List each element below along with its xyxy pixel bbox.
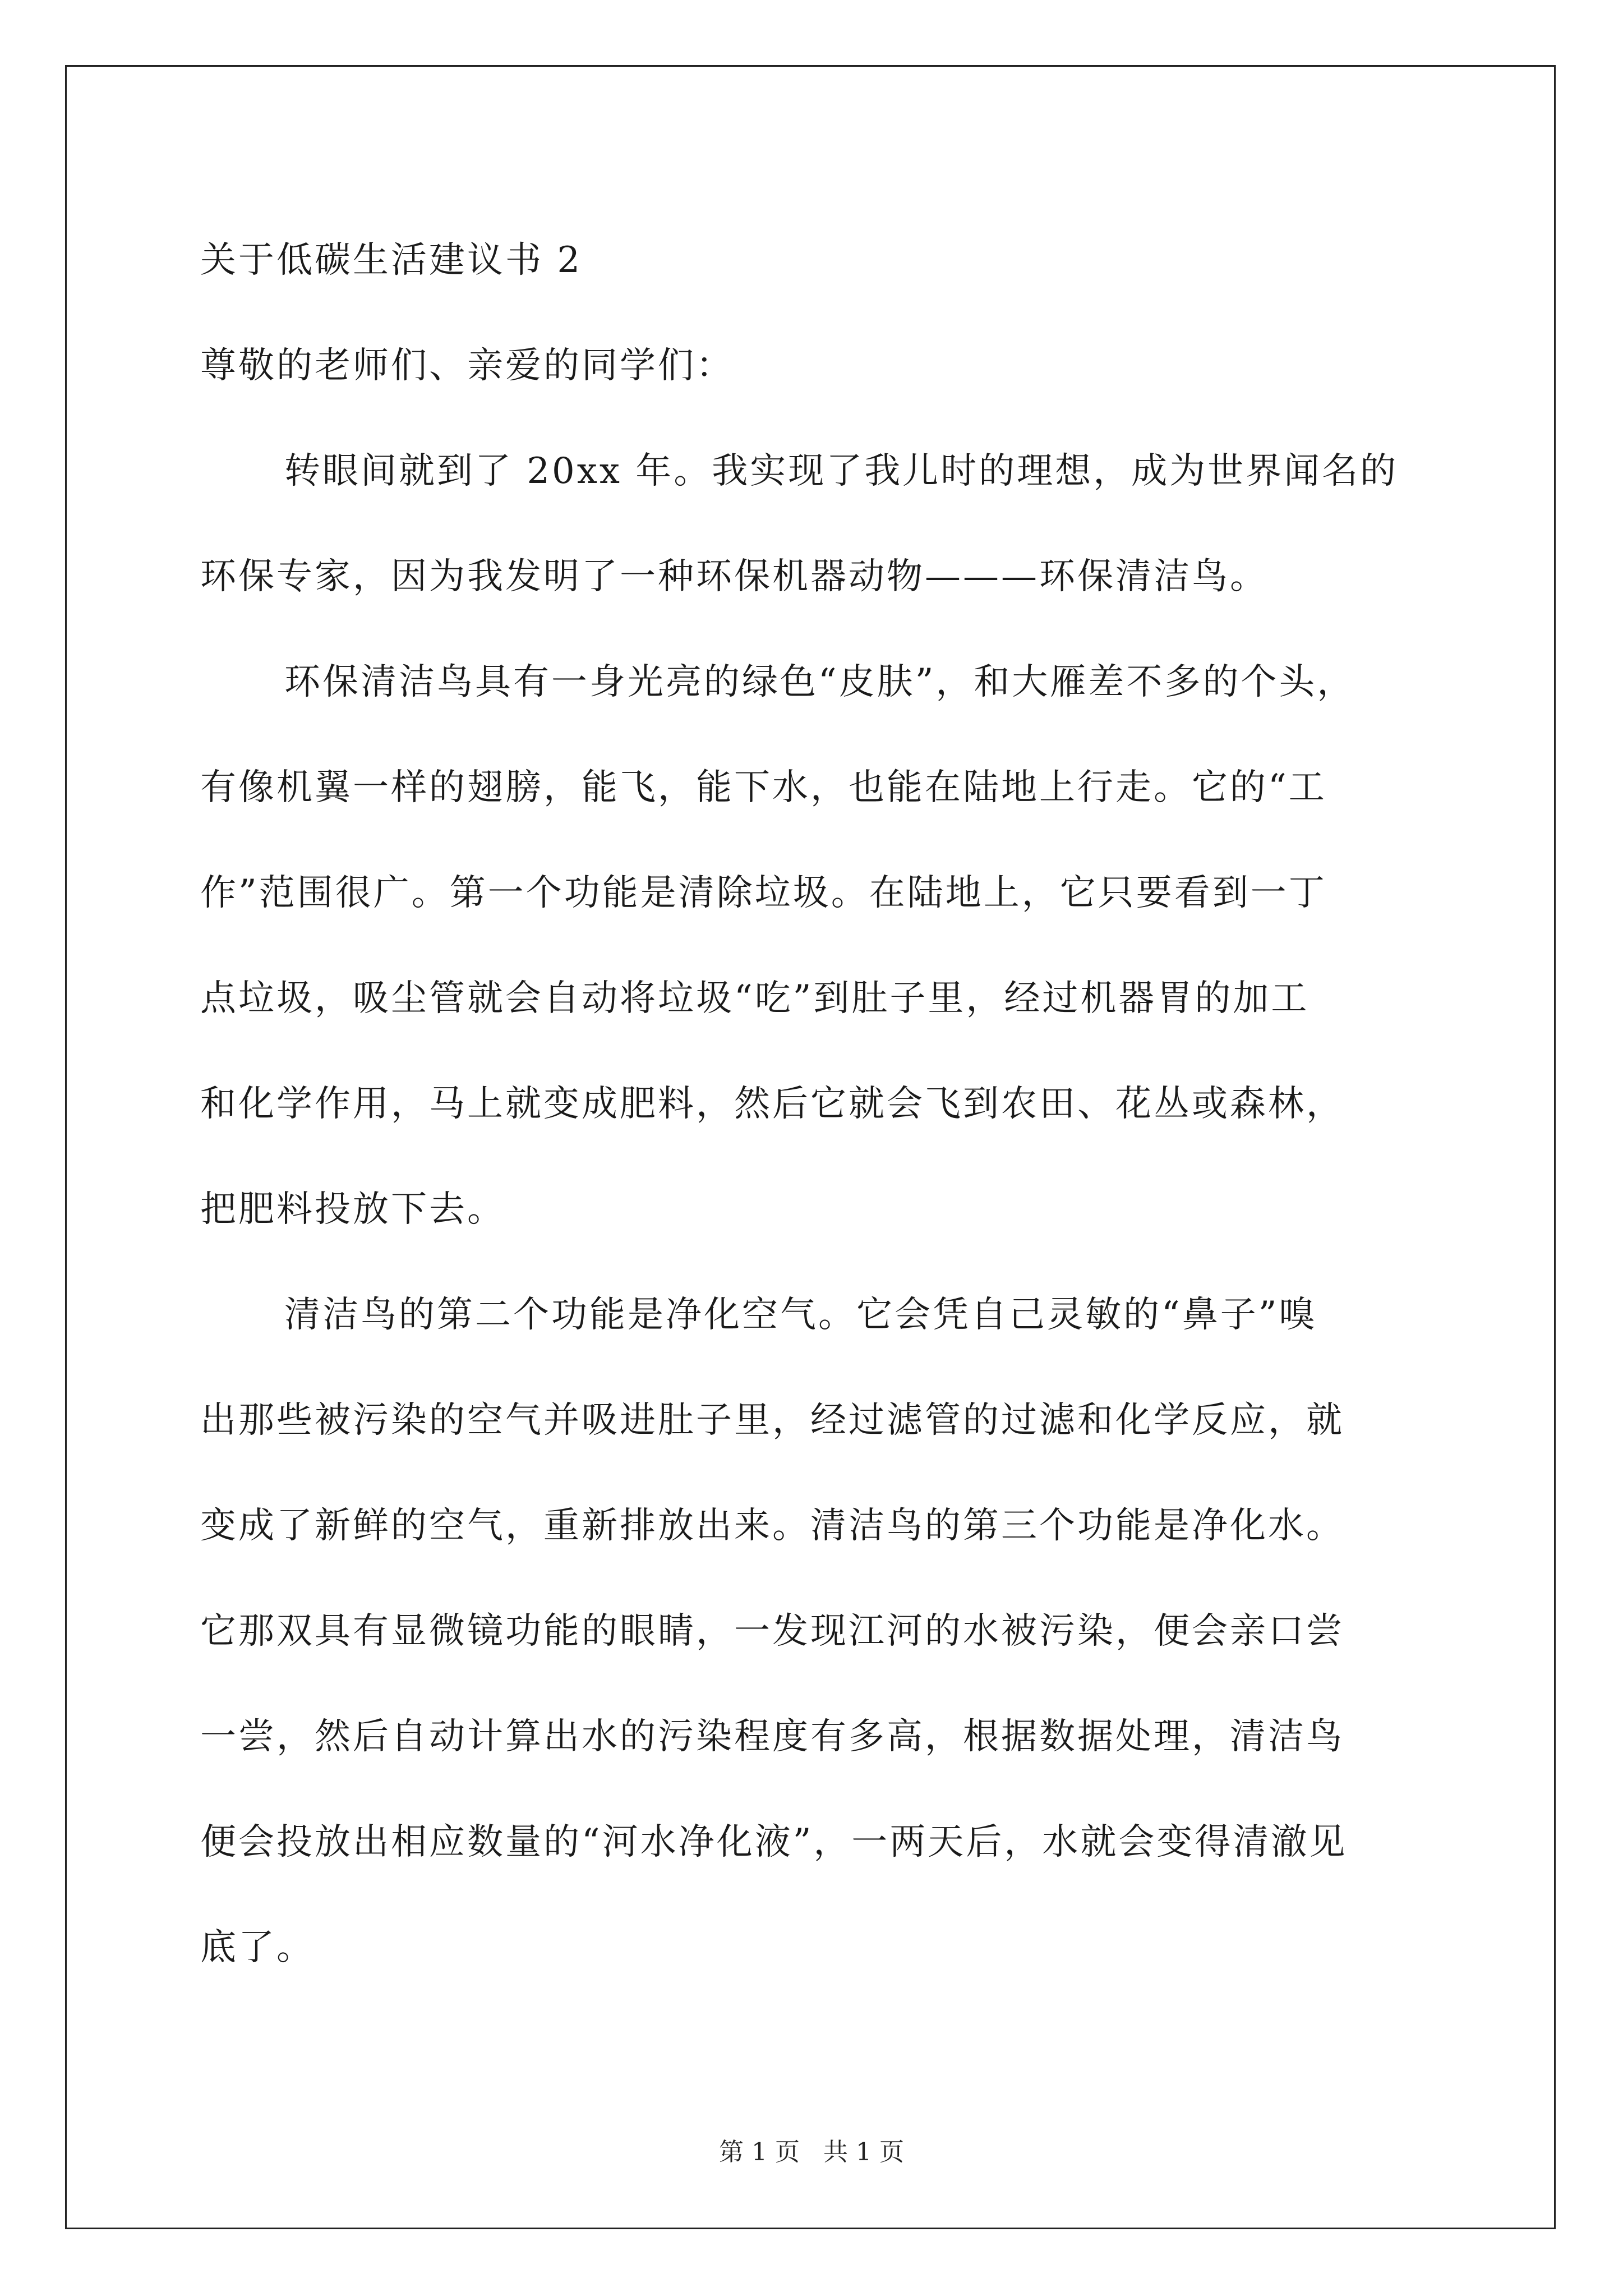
paragraph-2-line-6: 把肥料投放下去。 [200, 1189, 505, 1230]
paragraph-3-line-1: 清洁鸟的第二个功能是净化空气。它会凭自己灵敏的“鼻子”嗅 [284, 1294, 1317, 1336]
paragraph-3-line-3: 变成了新鲜的空气，重新排放出来。清洁鸟的第三个功能是净化水。 [200, 1505, 1344, 1547]
paragraph-3-line-2: 出那些被污染的空气并吸进肚子里，经过滤管的过滤和化学反应，就 [200, 1400, 1344, 1441]
paragraph-2-line-3: 作”范围很广。第一个功能是清除垃圾。在陆地上，它只要看到一丁 [200, 872, 1327, 914]
paragraph-3-line-7: 底了。 [200, 1927, 315, 1968]
salutation: 尊敬的老师们、亲爱的同学们： [200, 345, 734, 386]
paragraph-2-line-5: 和化学作用，马上就变成肥料，然后它就会飞到农田、花丛或森林， [200, 1083, 1344, 1125]
paragraph-3-line-4: 它那双具有显微镜功能的眼睛，一发现江河的水被污染，便会亲口尝 [200, 1611, 1344, 1652]
page-footer: 第 1 页 共 1 页 [719, 2138, 904, 2166]
document-title: 关于低碳生活建议书 2 [200, 240, 583, 281]
paragraph-2-line-4: 点垃圾，吸尘管就会自动将垃圾“吃”到肚子里，经过机器胃的加工 [200, 978, 1310, 1019]
paragraph-3-line-6: 便会投放出相应数量的“河水净化液”，一两天后，水就会变得清澈见 [200, 1821, 1348, 1863]
paragraph-2-line-2: 有像机翼一样的翅膀，能飞，能下水，也能在陆地上行走。它的“工 [200, 767, 1327, 808]
paragraph-2-line-1: 环保清洁鸟具有一身光亮的绿色“皮肤”，和大雁差不多的个头， [284, 661, 1355, 703]
paragraph-1-line-2: 环保专家，因为我发明了一种环保机器动物———环保清洁鸟。 [200, 556, 1268, 597]
paragraph-3-line-5: 一尝，然后自动计算出水的污染程度有多高，根据数据处理，清洁鸟 [200, 1716, 1344, 1757]
paragraph-1-line-1: 转眼间就到了 20xx 年。我实现了我儿时的理想，成为世界闻名的 [284, 450, 1399, 492]
document-body [200, 208, 1434, 2000]
